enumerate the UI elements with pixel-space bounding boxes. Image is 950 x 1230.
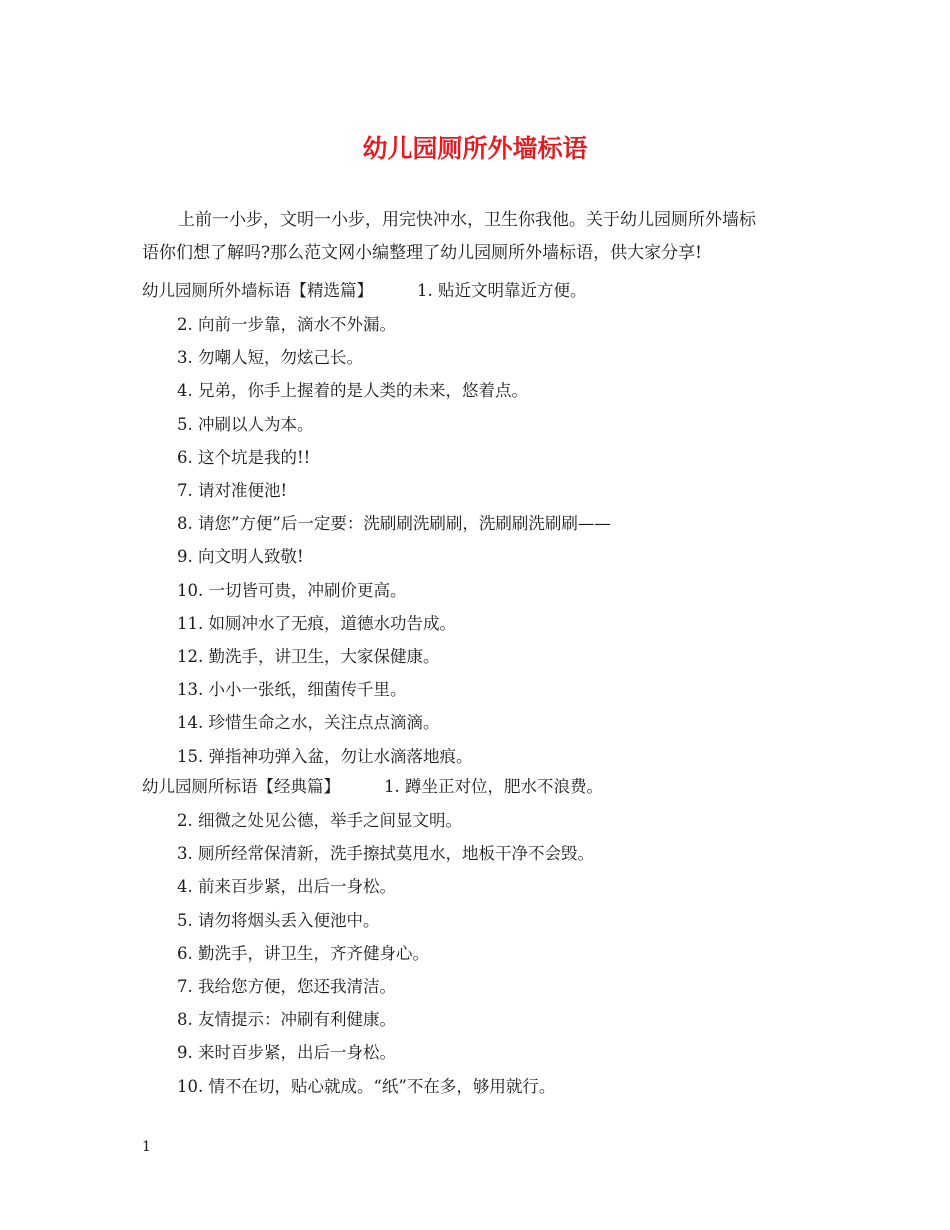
list-item: 4. 前来百步紧，出后一身松。 <box>177 877 396 897</box>
list-item: 10. 一切皆可贵，冲刷价更高。 <box>177 580 407 600</box>
list-item: 8. 请您”方便”后一定要：洗刷刷洗刷刷，洗刷刷洗刷刷—— <box>177 514 611 534</box>
list-item: 11. 如厕冲水了无痕，道德水功告成。 <box>177 613 456 633</box>
list-item: 10. 情不在切，贴心就成。“纸”不在多，够用就行。 <box>177 1076 556 1096</box>
list-item: 12. 勤洗手，讲卫生，大家保健康。 <box>177 647 440 666</box>
list-item: 2. 向前一步靠，滴水不外漏。 <box>177 315 396 334</box>
list-item: 8. 友情提示：冲刷有利健康。 <box>177 1010 396 1030</box>
list-item: 5. 请勿将烟头丢入便池中。 <box>177 910 380 930</box>
intro-paragraph <box>142 204 812 270</box>
list-item: 7. 我给您方便，您还我清洁。 <box>177 977 396 996</box>
list-item: 6. 这个坑是我的!! <box>177 447 311 467</box>
intro-line-1: 上前一小步，文明一小步，用完快冲水，卫生你我他。关于幼儿园厕所外墙标 <box>178 210 756 230</box>
list-item: 2. 细微之处见公德，举手之间显文明。 <box>177 811 462 830</box>
list-item: 5. 冲刷以人为本。 <box>177 414 314 434</box>
list-item: 14. 珍惜生命之水，关注点点滴滴。 <box>177 713 440 733</box>
list-item: 1. 贴近文明靠近方便。 <box>417 281 587 300</box>
section-heading-classic <box>142 770 603 804</box>
section-title: 幼儿园厕所外墙标语【精选篇】 <box>142 281 373 300</box>
intro-line-2: 语你们想了解吗?那么范文网小编整理了幼儿园厕所外墙标语，供大家分享! <box>142 243 702 263</box>
list-item: 1. 蹲坐正对位，肥水不浪费。 <box>384 777 603 796</box>
page-number: 1 <box>142 1139 151 1155</box>
section-heading-selected <box>142 274 587 308</box>
document-title: 幼儿园厕所外墙标语 <box>362 134 588 163</box>
section-title: 幼儿园厕所标语【经典篇】 <box>142 777 340 796</box>
list-item: 13. 小小一张纸，细菌传千里。 <box>177 680 407 700</box>
list-item: 6. 勤洗手，讲卫生，齐齐健身心。 <box>177 943 429 963</box>
list-item: 7. 请对准便池! <box>177 481 288 500</box>
list-item: 3. 厕所经常保清新，洗手擦拭莫甩水，地板干净不会毁。 <box>177 844 594 864</box>
list-item: 4. 兄弟，你手上握着的是人类的未来，悠着点。 <box>177 381 528 401</box>
list-item: 9. 来时百步紧，出后一身松。 <box>177 1043 396 1063</box>
list-item: 3. 勿嘲人短，勿炫己长。 <box>177 348 363 368</box>
list-item: 9. 向文明人致敬! <box>177 547 304 567</box>
list-item: 15. 弹指神功弹入盆，勿让水滴落地痕。 <box>177 746 473 766</box>
